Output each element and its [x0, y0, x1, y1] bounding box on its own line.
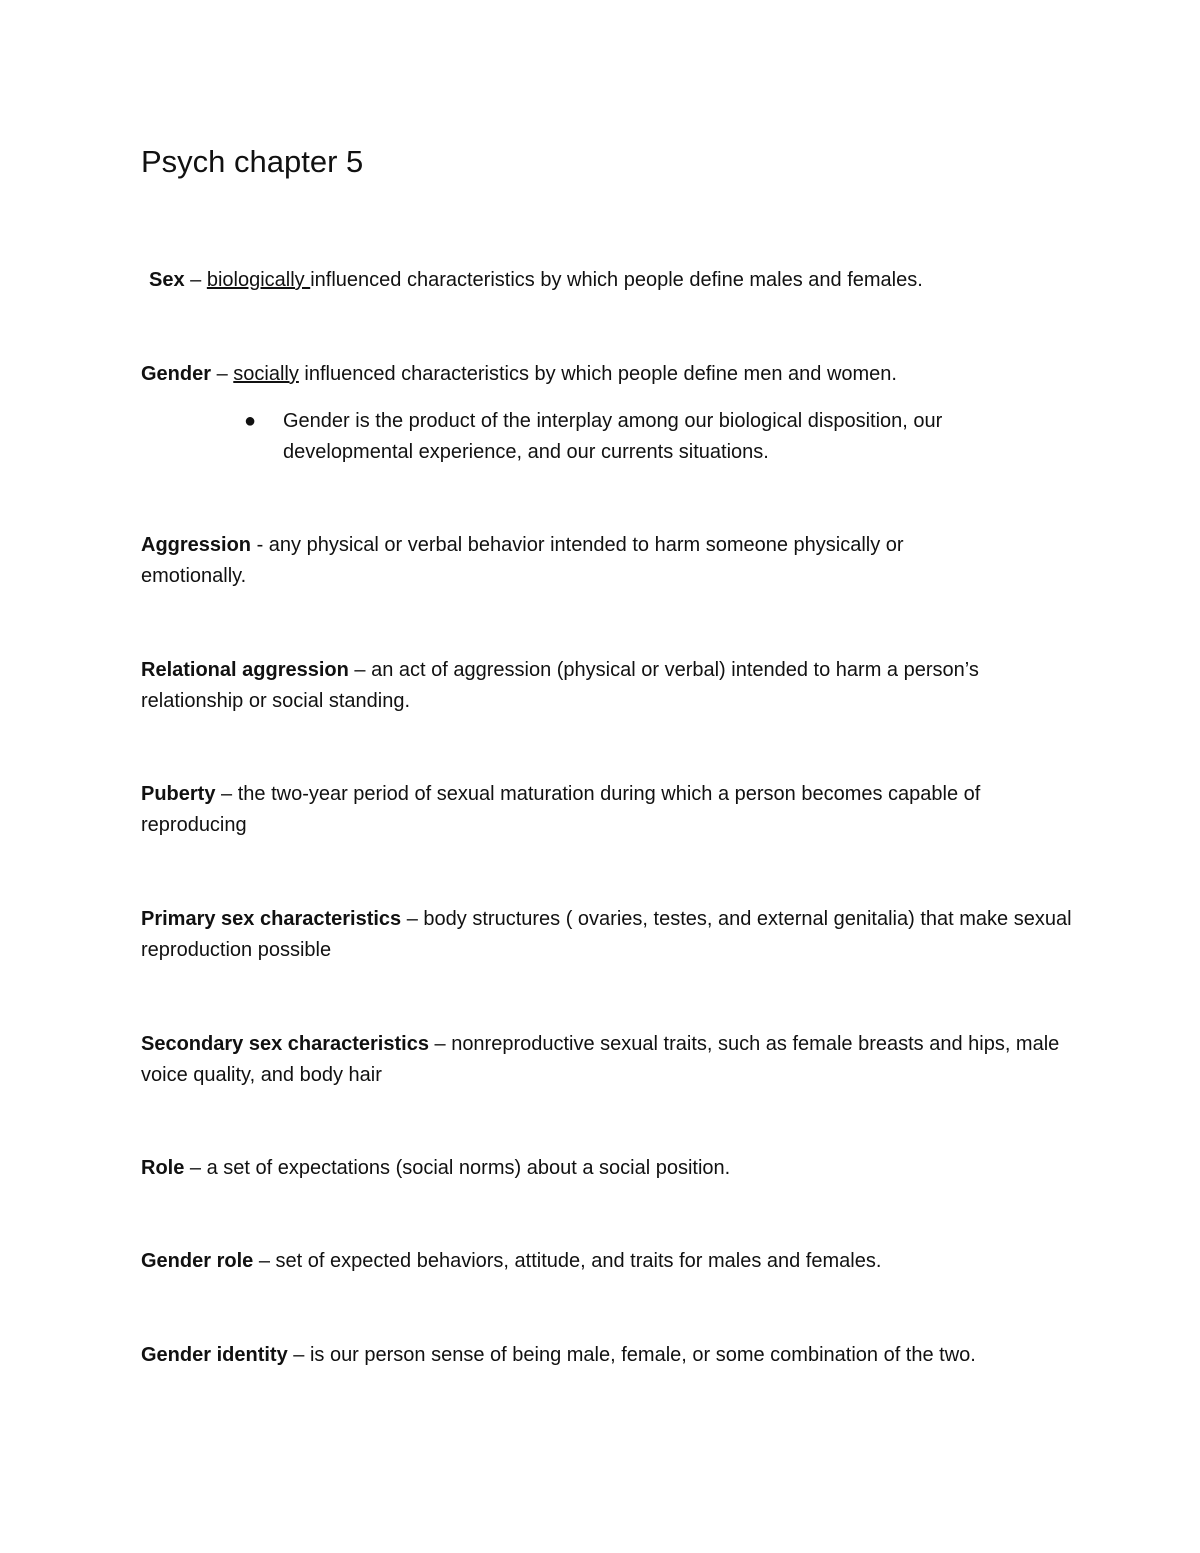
page-title: Psych chapter 5 [141, 144, 364, 179]
definition-aggression [141, 530, 961, 592]
term-label: Relational aggression [141, 659, 349, 681]
definition-secondary-sex-characteristics [141, 1029, 1066, 1091]
term-label: Aggression [141, 534, 252, 556]
term-label: Secondary sex characteristics [141, 1033, 429, 1055]
definition-text: - any physical or verbal behavior intended to harm someone physically or emotionally. [141, 534, 904, 587]
definition-text: – the two-year period of sexual maturation during which a person becomes capable of reproducing [141, 783, 981, 836]
definition-text: – nonreproductive sexual traits, such as female breasts and hips, male voice quality, and body hair [141, 1033, 1060, 1086]
definition-puberty [141, 779, 1066, 841]
bullet-icon: ● [244, 410, 257, 432]
term-label: Role [141, 1157, 185, 1179]
bullet-text: Gender is the product of the interplay among our biological disposition, our developmental experience, and our currents situations. [283, 410, 943, 463]
bullet-list-item [244, 406, 1044, 468]
definition-text: – body structures ( ovaries, testes, and external genitalia) that make sexual reproduction possible [141, 908, 1072, 961]
definition-text: influenced characteristics by which people define males and females. [310, 269, 923, 291]
term-label: Puberty [141, 783, 216, 805]
definition-text: – an act of aggression (physical or verbal) intended to harm a person’s relationship or social standing. [141, 659, 979, 712]
definition-text: – is our person sense of being male, female, or some combination of the two. [287, 1344, 976, 1366]
term-label: Primary sex characteristics [141, 908, 402, 930]
definition-gender [141, 359, 1071, 390]
definition-text: – set of expected behaviors, attitude, and traits for males and females. [253, 1250, 882, 1272]
term-label: Gender identity [141, 1344, 288, 1366]
definition-gender-identity [141, 1340, 1101, 1371]
underlined-word: biologically [206, 269, 311, 291]
term-label: Gender role [141, 1250, 254, 1272]
term-label: Gender [141, 363, 212, 385]
definition-role [141, 1153, 1071, 1184]
term-label: Sex [149, 269, 185, 291]
separator: – [211, 363, 234, 385]
definition-primary-sex-characteristics [141, 904, 1076, 966]
definition-gender-role [141, 1246, 1071, 1277]
separator: – [184, 269, 207, 291]
underlined-word: socially [233, 363, 299, 385]
definition-sex [149, 265, 1079, 296]
definition-text: influenced characteristics by which people define men and women. [298, 363, 897, 385]
definition-text: – a set of expectations (social norms) about a social position. [184, 1157, 731, 1179]
definition-relational-aggression [141, 655, 1041, 717]
